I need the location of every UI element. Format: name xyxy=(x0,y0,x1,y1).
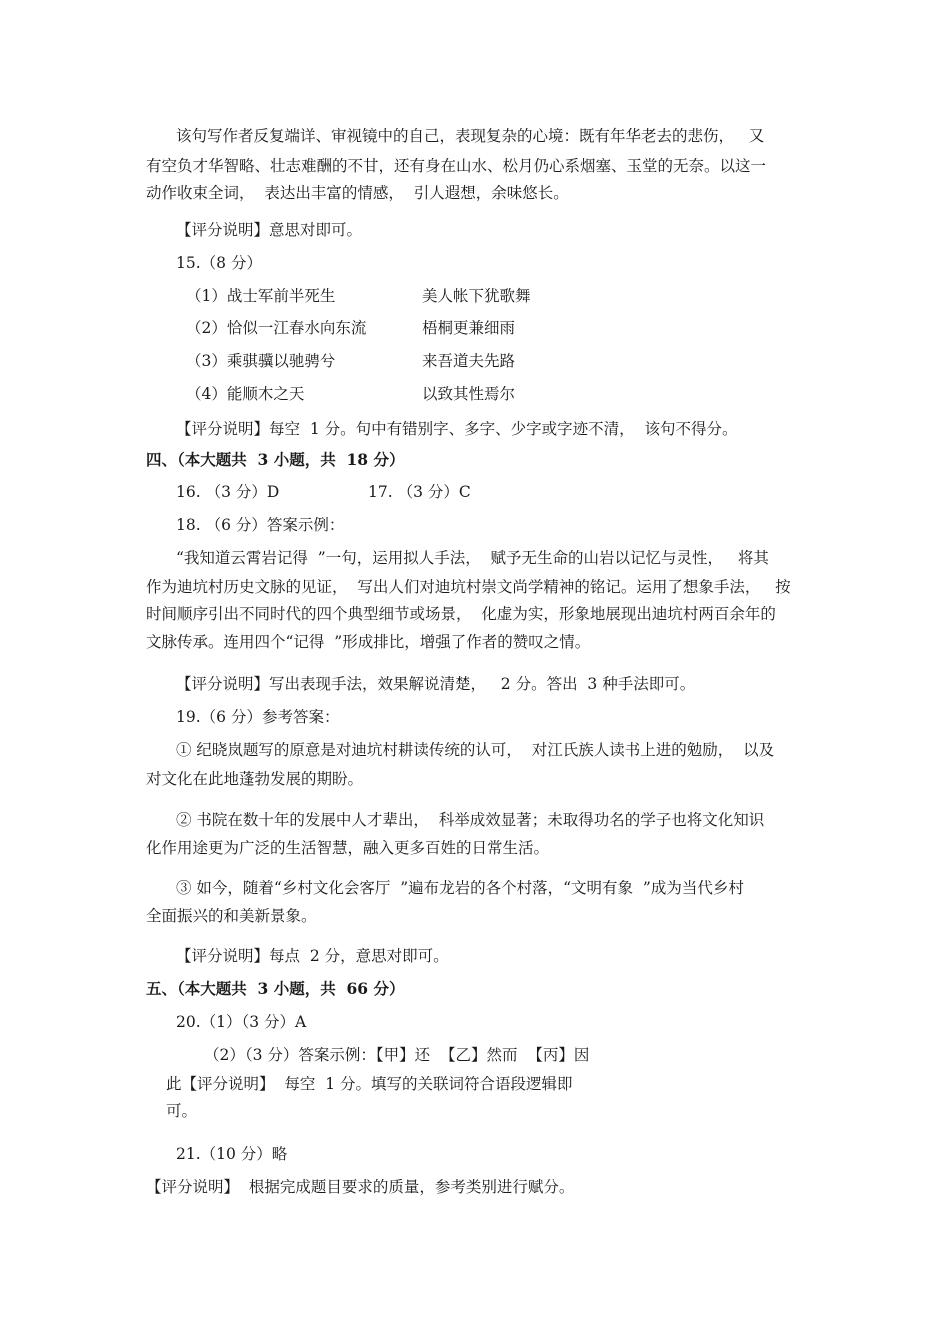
paragraph-line: 该句写作者反复端详、审视镜中的自己，表现复杂的心境：既有年华老去的悲伤， 又 xyxy=(176,127,765,145)
paragraph-line: “我知道云霄岩记得 ”一句，运用拟人手法， 赋予无生命的山岩以记忆与灵性， 将其 xyxy=(176,549,769,567)
question-18-title: 18. （6 分）答案示例： xyxy=(176,516,345,534)
answer-point-1: ① 纪晓岚题写的原意是对迪坑村耕读传统的认可， 对江氏族人读书上进的勉励， 以及 xyxy=(176,741,775,759)
paragraph-line: 有空负才华智略、壮志难酬的不甘，还有身在山水、松月仍心系烟塞、玉堂的无奈。以这一 xyxy=(146,157,767,175)
question-20-part-2: 此【评分说明】 每空 1 分。填写的关联词符合语段逻辑即 xyxy=(166,1075,573,1093)
scoring-note: 【评分说明】每空 1 分。句中有错别字、多字、少字或字迹不清， 该句不得分。 xyxy=(176,420,738,438)
question-15-title: 15.（8 分） xyxy=(176,254,262,272)
section-5-heading: 五、（本大题共 3 小题，共 66 分） xyxy=(146,979,405,998)
answer-point-2: 化作用途更为广泛的生活智慧，融入更多百姓的日常生活。 xyxy=(146,839,550,857)
scoring-note: 【评分说明】 根据完成题目要求的质量，参考类别进行赋分。 xyxy=(146,1178,575,1196)
answer-point-2: ② 书院在数十年的发展中人才辈出， 科举成效显著；未取得功名的学子也将文化知识 xyxy=(176,811,765,829)
paragraph-line: 作为迪坑村历史文脉的见证， 写出人们对迪坑村崇文尚学精神的铭记。运用了想象手法， 按 xyxy=(146,578,791,596)
answer-point-1: 对文化在此地蓬勃发展的期盼。 xyxy=(146,770,364,788)
question-16-answer: 16. （3 分）D xyxy=(176,483,280,501)
scoring-note: 【评分说明】写出表现手法，效果解说清楚， 2 分。答出 3 种手法即可。 xyxy=(176,675,696,693)
q15-answer-right: 美人帐下犹歌舞 xyxy=(422,287,531,305)
paragraph-line: 文脉传承。连用四个“记得 ”形成排比，增强了作者的赞叹之情。 xyxy=(146,633,591,651)
section-4-heading: 四、（本大题共 3 小题，共 18 分） xyxy=(146,450,405,469)
question-20-part-1: 20.（1）（3 分）A xyxy=(176,1013,307,1031)
question-20-part-2: （2）（3 分）答案示例：【甲】还 【乙】然而 【丙】因 xyxy=(204,1046,590,1064)
q15-answer-left: （4）能顺木之天 xyxy=(186,385,305,403)
q15-answer-left: （2）恰似一江春水向东流 xyxy=(186,319,367,337)
paragraph-line: 动作收束全词， 表达出丰富的情感， 引人遐想，余味悠长。 xyxy=(146,184,569,202)
answer-point-3: ③ 如今，随着“乡村文化会客厅 ”遍布龙岩的各个村落，“文明有象 ”成为当代乡村 xyxy=(176,879,744,897)
question-17-answer: 17. （3 分）C xyxy=(368,483,471,501)
q15-answer-right: 梧桐更兼细雨 xyxy=(422,319,516,337)
q15-answer-left: （3）乘骐骥以驰骋兮 xyxy=(186,352,336,370)
question-19-title: 19.（6 分）参考答案： xyxy=(176,708,340,726)
q15-answer-right: 来吾道夫先路 xyxy=(422,352,516,370)
scoring-note: 【评分说明】意思对即可。 xyxy=(176,221,363,239)
scoring-note: 【评分说明】每点 2 分，意思对即可。 xyxy=(176,947,449,965)
q15-answer-left: （1）战士军前半死生 xyxy=(186,287,336,305)
question-21-answer: 21.（10 分）略 xyxy=(176,1145,288,1163)
paragraph-line: 时间顺序引出不同时代的四个典型细节或场景， 化虚为实，形象地展现出迪坑村两百余年的 xyxy=(146,605,776,623)
question-20-part-2: 可。 xyxy=(166,1102,198,1120)
q15-answer-right: 以致其性焉尔 xyxy=(422,385,516,403)
answer-point-3: 全面振兴的和美新景象。 xyxy=(146,907,317,925)
